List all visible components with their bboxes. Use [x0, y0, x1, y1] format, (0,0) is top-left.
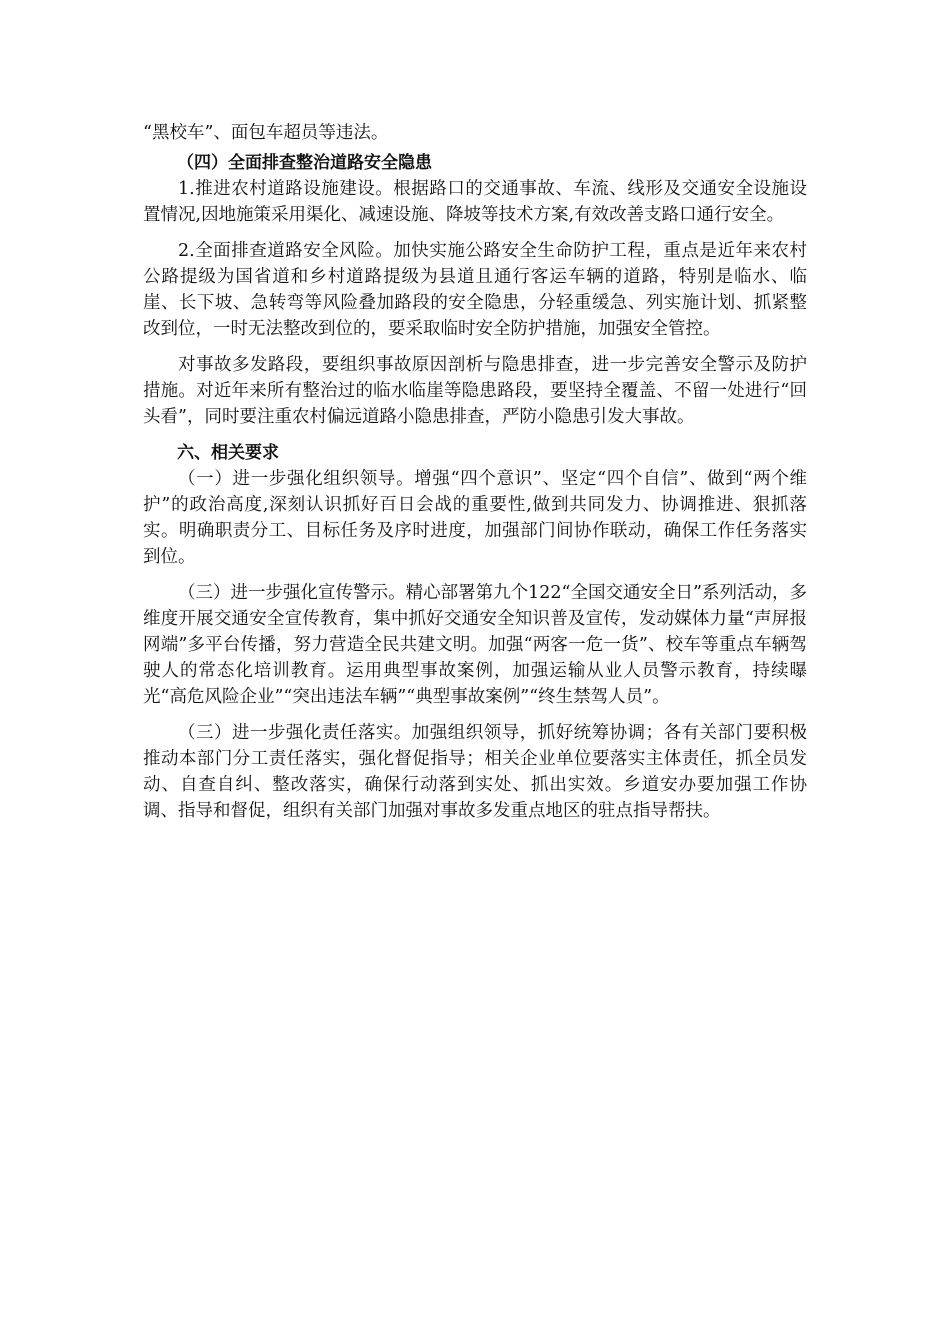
document-page: [143, 120, 807, 824]
requirement-2-paragraph: （三）进一步强化宣传警示。精心部署第九个122“全国交通安全日”系列活动，多维度开展交通安全宣传教育，集中抓好交通安全知识普及宣传，发动媒体力量“声屏报网端”多平台传播，努力营造全民共建文明。加强“两客一危一货”、校车等重点车辆驾驶人的常态化培训教育。运用典型事故案例，加强运输从业人员警示教育，持续曝光“高危风险企业”“突出违法车辆”“典型事故案例”“终生禁驾人员”。: [143, 583, 807, 707]
item-2-paragraph: 2.全面排查道路安全风险。加快实施公路安全生命防护工程，重点是近年来农村公路提级为国省道和乡村道路提级为县道且通行客运车辆的道路，特别是临水、临崖、长下坡、急转弯等风险叠加路段的安全隐患，分轻重缓急、列实施计划、抓紧整改到位，一时无法整改到位的，要采取临时安全防护措施，加强安全管控。: [143, 241, 807, 339]
section-4-heading: （四）全面排查整治道路安全隐患: [177, 153, 432, 173]
item-1-paragraph: 1.推进农村道路设施建设。根据路口的交通事故、车流、线形及交通安全设施设置情况,因地施策采用渠化、减速设施、降坡等技术方案,有效改善支路口通行安全。: [143, 179, 807, 225]
accident-section-paragraph: 对事故多发路段，要组织事故原因剖析与隐患排查，进一步完善安全警示及防护措施。对近年来所有整治过的临水临崖等隐患路段，要坚持全覆盖、不留一处进行“回头看”，同时要注重农村偏远道路小隐患排查，严防小隐患引发大事故。: [143, 355, 807, 427]
requirement-1-paragraph: （一）进一步强化组织领导。增强“四个意识”、坚定“四个自信”、做到“两个维护”的政治高度,深刻认识抓好百日会战的重要性,做到共同发力、协调推进、狠抓落实。明确职责分工、目标任务及序时进度，加强部门间协作联动，确保工作任务落实到位。: [143, 469, 807, 567]
requirement-3-paragraph: （三）进一步强化责任落实。加强组织领导，抓好统筹协调；各有关部门要积极推动本部门分工责任落实，强化督促指导；相关企业单位要落实主体责任，抓全员发动、自查自纠、整改落实，确保行动落到实处、抓出实效。乡道安办要加强工作协调、指导和督促，组织有关部门加强对事故多发重点地区的驻点指导帮扶。: [143, 723, 807, 821]
section-6-heading: 六、相关要求: [177, 443, 279, 463]
continuation-text: “黑校车”、面包车超员等违法。: [143, 123, 389, 143]
